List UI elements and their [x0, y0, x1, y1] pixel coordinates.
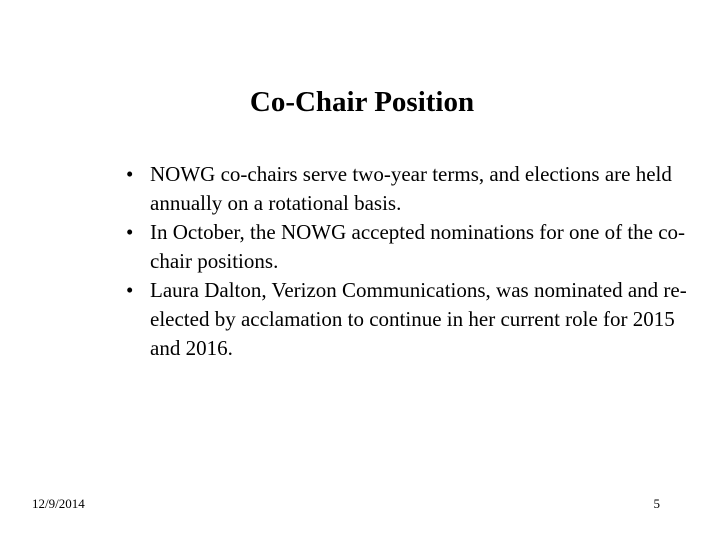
bullet-item [126, 218, 696, 276]
page-number: 5 [653, 496, 660, 511]
bullet-text: NOWG co-chairs serve two-year terms, and elections are held annually on a rotational basis. [150, 162, 672, 215]
bullet-text: In October, the NOWG accepted nominations for one of the co-chair positions. [150, 220, 686, 273]
bullet-icon: • [126, 278, 134, 302]
bullet-text: Laura Dalton, Verizon Communications, was nominated and re-elected by acclamation to continue in her current role for 2015 and 2016. [150, 278, 687, 360]
bullet-list [126, 160, 696, 363]
bullet-item [126, 160, 696, 218]
slide-title: Co-Chair Position [249, 86, 475, 118]
bullet-item [126, 276, 696, 363]
bullet-icon: • [126, 162, 134, 186]
bullet-icon: • [126, 220, 134, 244]
footer-date: 12/9/2014 [32, 496, 85, 511]
